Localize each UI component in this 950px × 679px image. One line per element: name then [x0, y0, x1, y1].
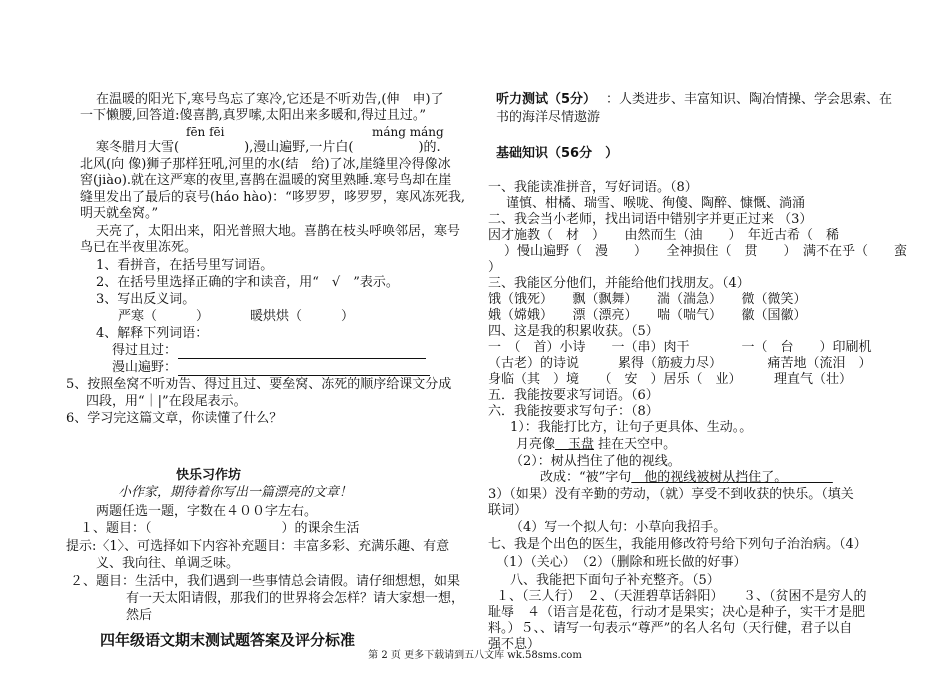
- section-8-line-3: 料。）５、、请写一句表示“尊严”的名人名句（天行健，君子以自: [488, 621, 853, 636]
- section-2-line-1: 因才施教（ 材 ） 由然而生（油 ） 年近古希（ 稀: [488, 228, 840, 243]
- section-8-line-2: 耻辱 ４（语言是花苞，行动才是果实；决心是种子，实干才是肥: [488, 605, 866, 620]
- writing-hint-line-1: 提示:〈1〉、可选择如下内容补充题目：丰富多彩、充满乐趣、有意: [66, 539, 450, 554]
- section-8-line-4: 强不息）: [488, 637, 541, 652]
- section-6-item-4: （4）写一个拟人句：小草向我招手。: [510, 520, 727, 535]
- answer-line-1: [178, 358, 426, 359]
- section-1-answer: 谨慎、柑橘、瑞雪、喉咙、徇傻、陶醉、慷慨、淌涌: [506, 196, 806, 211]
- section-6-item-2: （2）：树从挡住了他的视线。: [510, 454, 681, 469]
- question-2: 2、在括号里选择正确的字和读音，用“ √ ”表示。: [96, 275, 399, 290]
- writing-subtitle: 小作家，期待着你写出一篇漂亮的文章！: [118, 485, 353, 500]
- section-1: 一、我能读准拼音，写好词语。（8）: [488, 180, 698, 195]
- define-manshanbianye: 漫山遍野：: [112, 360, 178, 375]
- story-line-7: 明天就垒窝。”: [80, 206, 159, 221]
- sentence-suffix: 挂在天空中。: [594, 437, 677, 452]
- question-5-line-1: 5、按照垒窝不听劝告、得过且过、要垒窝、冻死的顺序给课文分成: [66, 377, 452, 392]
- question-5-line-2: 四段，用“｜|”在段尾表示。: [86, 394, 247, 409]
- section-4-line-2: （古老）的诗说 累得（筋疲力尽） 痛苦地（流泪 ）: [488, 356, 872, 371]
- listening-heading: 听力测试（5分）: [496, 92, 597, 107]
- story-line-3: 寒冬腊月大雪( ),漫山遍野,一片白( )的.: [96, 140, 441, 155]
- answer-key-title: 四年级语文期末测试题答案及评分标准: [100, 631, 356, 649]
- writing-hint-line-2: 义、我向往、单调乏味。: [96, 556, 240, 571]
- define-deguoqieguo: 得过且过：: [112, 343, 178, 358]
- question-6: 6、学习完这篇文章，你读懂了什么？: [66, 411, 283, 426]
- section-7: 七、我是个出色的医生，我能用修改符号给下列句子治治病。（4）: [488, 537, 867, 552]
- section-6-item-1-answer: [516, 437, 676, 453]
- story-line-2: 一下懒腰,回答道:傻喜鹊,真罗嗦,太阳出来多暖和,得过且过。”: [80, 108, 427, 123]
- story-line-4: 北风(向 像)狮子那样狂吼,河里的水(结 给)了冰,崖缝里冷得像冰: [80, 157, 451, 172]
- section-4-line-1: 一 （ 首）小诗 一（串）肉干 一（ 台 ）印刷机: [488, 340, 872, 355]
- section-6: 六．我能按要求写句子：（8）: [488, 404, 659, 419]
- underline-blank: [781, 470, 833, 485]
- section-6-item-3-cont: 联词）: [488, 503, 528, 518]
- section-2: 二、我会当小老师，找出词语中错别字并更正过来 （3）: [488, 212, 813, 227]
- basic-knowledge-heading: 基础知识（56分 ）: [496, 146, 619, 161]
- question-1: 1、看拼音，在括号里写词语。: [96, 258, 274, 273]
- section-7-answer: （1）（关心） （2）（删除和班长做的好事）: [496, 555, 747, 570]
- section-2-line-3: ）: [488, 260, 502, 275]
- underlined-rewrite: 他的视线被树从挡住了。: [631, 470, 781, 485]
- section-2-line-2: ）慢山遍野（ 漫 ） 全神损住（ 贯 ） 满不在乎（ 蛮: [504, 244, 908, 259]
- page-footer: 第 2 页 更多下载请到五八文库 wk.58sms.com: [368, 650, 582, 661]
- section-8: 八、我能把下面句子补充整齐。（5）: [510, 573, 720, 588]
- underlined-answer: 玉盘: [555, 437, 595, 452]
- section-3: 三、我能区分他们，并能给他们找朋友。（4）: [488, 276, 750, 291]
- question-3: 3、写出反义词。: [96, 292, 196, 307]
- writing-topic-2-line-3: 然后: [126, 608, 153, 623]
- pinyin-mangmang: máng máng: [372, 125, 444, 139]
- section-4: 四、这是我的积累收获。（5）: [488, 324, 659, 339]
- section-3-line-1: 饿（饿死） 飘（飘舞） 湍（湍急） 微（微笑）: [488, 292, 807, 307]
- writing-topic-2-line-1: ２、题目：生活中，我们遇到一些事情总会请假。请仔细想想，如果: [70, 574, 461, 589]
- antonym-nuanhonghong: 暖烘烘（ ）: [250, 309, 355, 324]
- story-line-6: 缝里发出了最后的哀号(háo hào)：“哆罗罗，哆罗罗，寒风冻死我,: [80, 190, 465, 205]
- section-4-line-3: 身临（其 ）境 （ 安 ）居乐（ 业） 理直气（壮）: [488, 372, 853, 387]
- story-line-5: 窖(jiào).就在这严寒的夜里,喜鹊在温暖的窝里熟睡.寒号鸟却在崖: [80, 173, 452, 188]
- story-line-1: 在温暖的阳光下,寒号鸟忘了寒冷,它还是不听劝告,(伸 申)了: [96, 92, 444, 107]
- section-6-item-1: 1）：我能打比方，让句子更具体、生动。。: [510, 420, 753, 435]
- antonym-yanhan: 严寒（ ）: [118, 309, 210, 324]
- story-line-8: 天亮了，太阳出来，阳光普照大地。喜鹊在枝头呼唤邻居，寒号: [96, 224, 461, 239]
- answer-line-2: [178, 375, 430, 376]
- rewrite-label: 改成：“被”字句: [540, 470, 632, 485]
- section-8-line-1: １、（三人行） ２、（天涯碧草话斜阳） ３、（贫困不是穷人的: [496, 589, 867, 604]
- writing-title: 快乐习作坊: [176, 468, 242, 483]
- writing-topic-2-line-2: 有一天太阳请假，那我们的世界将会怎样？请大家想一想，: [126, 591, 465, 606]
- listening-answer-cont: 书的海洋尽情遨游: [496, 110, 601, 125]
- section-3-line-2: 娥（嫦娥） 漂（漂亮） 喘（喘气） 徽（国徽）: [488, 308, 807, 323]
- writing-instruction: 两题任选一题，字数在４００字左右。: [96, 504, 318, 519]
- story-line-9: 鸟已在半夜里冻死。: [80, 240, 198, 255]
- listening-answer: ：人类进步、丰富知识、陶冶情操、学会思索、在: [606, 92, 893, 107]
- section-6-item-2-answer: [540, 470, 833, 486]
- sentence-prefix: 月亮像: [516, 437, 556, 452]
- section-6-item-3: 3）（如果）没有辛勤的劳动，（就）享受不到收获的快乐。（填关: [488, 487, 854, 502]
- writing-topic-1: １、题目：（ ）的课余生活: [80, 521, 360, 536]
- question-4: 4、解释下列词语：: [96, 326, 209, 341]
- section-5: 五．我能按要求写词语。（6）: [488, 388, 659, 403]
- pinyin-fenfei: fēn fēi: [186, 125, 225, 139]
